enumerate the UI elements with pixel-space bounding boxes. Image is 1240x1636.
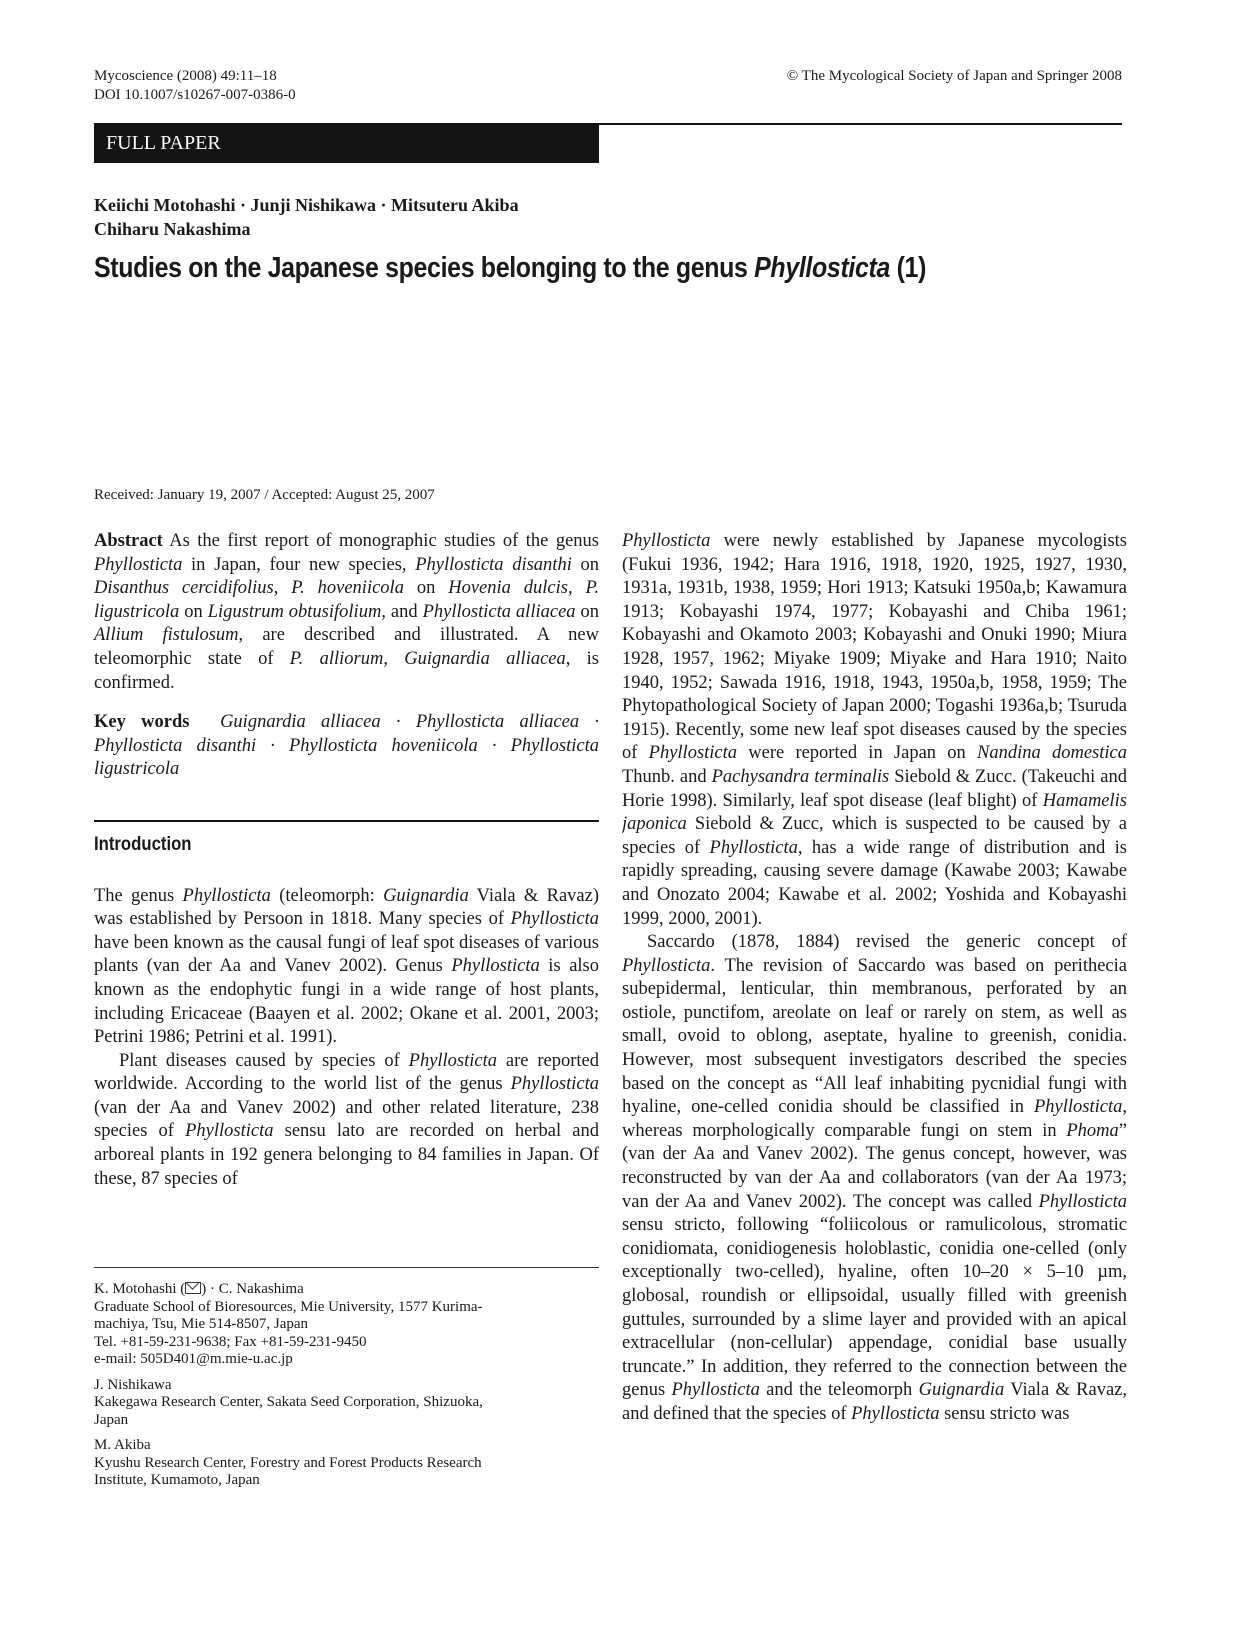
- affiliation-name: M. Akiba: [94, 1437, 151, 1453]
- journal-citation: Mycoscience (2008) 49:11–18: [94, 68, 277, 84]
- envelope-icon: [185, 1282, 201, 1294]
- abstract-text: on: [571, 554, 600, 575]
- abstract-taxon: Disanthus cercidifolius: [94, 578, 274, 599]
- body-text: Plant diseases caused by species of: [119, 1050, 409, 1071]
- affiliation-names: [94, 1281, 599, 1299]
- body-text: Siebold & Zucc, which is suspected to be caused by a species of: [622, 814, 1127, 858]
- keywords-text: Guignardia alliacea · Phyllosticta alliacea · Phyllosticta disanthi · Phyllosticta hoveniicola · Phyllosticta ligustricola: [94, 712, 599, 780]
- abstract-text: ,: [383, 648, 405, 669]
- taxon: Phyllosticta: [510, 909, 599, 930]
- body-text: and the teleomorph: [759, 1380, 919, 1401]
- abstract-text: ,: [273, 578, 292, 599]
- taxon: Guignardia: [918, 1380, 1005, 1401]
- title-main: Studies on the Japanese species belonging to the genus: [94, 252, 755, 284]
- body-text: Saccardo (1878, 1884) revised the generic concept of: [647, 932, 1127, 953]
- abstract-text: As the first report of monographic studies of the genus: [162, 531, 599, 551]
- abstract-taxon: Hovenia dulcis: [448, 578, 568, 599]
- affiliation-line: Japan: [94, 1411, 129, 1428]
- affiliation-name-post: ) · C. Nakashima: [201, 1281, 304, 1297]
- taxon: Phyllosticta: [671, 1380, 760, 1401]
- taxon: Phyllosticta: [185, 1121, 274, 1142]
- affiliation-2: [94, 1377, 599, 1430]
- abstract-taxon: Ligustrum obtusifolium,: [207, 601, 386, 622]
- keywords-label: Key words: [94, 712, 190, 733]
- intro-paragraph-2: [94, 1050, 599, 1192]
- taxon: Phyllosticta: [510, 1074, 599, 1095]
- body-text: Siebold & Zucc. (Takeuchi and Horie 1998). Similarly, leaf spot disease (leaf blight) of: [622, 766, 1127, 811]
- body-text: ” (van der Aa and Vanev 2002). The genus concept, however, was reconstructed by van der Aa and collaborators (van der Aa 1973; van der Aa and Vanev 2002). The concept was called: [622, 1120, 1127, 1212]
- section-banner: [94, 123, 599, 163]
- paper-title: [94, 250, 988, 286]
- taxon: Phyllosticta: [622, 531, 711, 551]
- intro-paragraph-4: [622, 931, 1127, 1426]
- intro-paragraph-1: [94, 885, 599, 1050]
- author-line-2: Chiharu Nakashima: [94, 219, 251, 239]
- taxon: Phyllosticta: [408, 1050, 498, 1071]
- body-text: sensu stricto was: [939, 1403, 1070, 1424]
- abstract-text: and: [385, 601, 423, 622]
- taxon: Phyllosticta: [1038, 1191, 1127, 1212]
- body-text: are reported worldwide. According to the world list of the genus: [94, 1050, 600, 1095]
- abstract: [94, 530, 599, 695]
- taxon: Phyllosticta: [709, 837, 798, 858]
- affiliation-line: Kyushu Research Center, Forestry and Forest Products Research: [94, 1454, 482, 1471]
- title-suffix: (1): [890, 252, 927, 284]
- body-text: , whereas morphologically comparable fungi on stem in: [622, 1097, 1127, 1141]
- affiliation-line: Graduate School of Bioresources, Mie University, 1577 Kurima-: [94, 1298, 483, 1315]
- taxon: Phyllosticta: [1034, 1097, 1123, 1118]
- body-text: sensu stricto, following “foliicolous or ramulicolous, stromatic conidiomata, conidiogenesis holoblastic, conidia one-celled (only exceptionally two-celled), hyaline, often 10–20 × 5–10 µm, globosal, roundish or ellipsoidal, usually filled with greenish guttules, surrounded by a slime layer and provided with an apical extracellular (non-cellular) appendage, conidial base usually truncate.” In addition, they referred to the connection between the genus: [622, 1215, 1127, 1401]
- copyright-notice: © The Mycological Society of Japan and Springer 2008: [786, 68, 1122, 84]
- author-list: [94, 193, 519, 241]
- taxon: Phoma: [1066, 1120, 1119, 1141]
- doi-line: DOI 10.1007/s10267-007-0386-0: [94, 87, 296, 103]
- abstract-taxon: Phyllosticta alliacea: [422, 601, 576, 622]
- introduction-heading: Introduction: [94, 833, 192, 855]
- affiliation-1: [94, 1281, 599, 1369]
- taxon: Phyllosticta: [182, 885, 271, 906]
- abstract-label: Abstract: [94, 531, 163, 551]
- intro-paragraph-3: [622, 530, 1127, 931]
- body-text: The genus: [94, 885, 183, 906]
- affiliation-line: Kakegawa Research Center, Sakata Seed Corporation, Shizuoka,: [94, 1394, 483, 1410]
- abstract-text: on: [179, 601, 208, 622]
- body-text: (van der Aa and Vanev 2002) and other related literature, 238 species of: [94, 1097, 599, 1142]
- body-text: is also known as the endophytic fungi in a wide range of host plants, including Ericaceae (Baayen et al. 2002; Okane et al. 2001, 2003; Petrini 1986; Petrini et al. 1991).: [94, 956, 600, 1048]
- taxon: Nandina domestica: [977, 743, 1127, 764]
- affiliation-3: [94, 1437, 599, 1490]
- header-rule: [599, 123, 1122, 125]
- taxon: Phyllosticta: [622, 955, 711, 976]
- body-text: . The revision of Saccardo was based on perithecia subepidermal, lenticular, thin membranous, perforated by an ostiole, punctifom, areolate on leaf or rarely on stem, as well as small, ovoid to oblong, aseptate, hyaline to greenish, conidia. However, most subsequent investigators described the species based on the concept as “All leaf inhabiting pycnidial fungi with hyaline, one-celled conidia should be classified in: [622, 955, 1127, 1118]
- title-genus: Phyllosticta: [754, 252, 891, 284]
- body-text: were reported in Japan on: [737, 743, 978, 764]
- affiliation-line: machiya, Tsu, Mie 514-8507, Japan: [94, 1316, 309, 1332]
- body-text: Viala & Ravaz) was established by Persoon in 1818. Many species of: [94, 885, 599, 930]
- abstract-text: , is confirmed.: [94, 648, 600, 693]
- abstract-text: , are described and illustrated. A new teleomorphic state of: [94, 625, 599, 669]
- abstract-taxon: P. ligustricola: [94, 578, 599, 622]
- abstract-text: in Japan, four new species,: [182, 554, 416, 575]
- taxon: Phyllosticta: [851, 1403, 940, 1424]
- taxon: Guignardia: [383, 885, 469, 906]
- received-dates: Received: January 19, 2007 / Accepted: August 25, 2007: [94, 487, 435, 503]
- right-column: [622, 530, 1127, 1530]
- abstract-taxon: Allium fistulosum: [94, 625, 239, 646]
- body-text: sensu lato are recorded on herbal and arboreal plants in 192 genera belonging to 84 families in Japan. Of these, 87 species of: [94, 1121, 599, 1189]
- abstract-taxon: Phyllosticta disanthi: [415, 554, 572, 575]
- abstract-text: on: [403, 578, 449, 599]
- abstract-taxon: Phyllosticta: [94, 554, 183, 575]
- body-text: have been known as the causal fungi of leaf spot diseases of various plants (van der Aa and Vanev 2002). Genus: [94, 932, 599, 977]
- affiliation-name: J. Nishikawa: [94, 1376, 172, 1393]
- abstract-taxon: P. alliorum: [289, 648, 384, 669]
- keywords: [94, 711, 599, 782]
- section-label: FULL PAPER: [106, 132, 221, 154]
- body-text: (teleomorph:: [270, 885, 384, 906]
- body-text: , has a wide range of distribution and is rapidly spreading, causing severe damage (Kawabe 2003; Kawabe and Onozato 2004; Kawabe et al. 2002; Yoshida and Kobayashi 1999, 2000, 2001).: [622, 837, 1127, 929]
- body-text: Viala & Ravaz, and defined that the species of: [622, 1380, 1127, 1424]
- body-text: Thunb. and: [622, 766, 712, 787]
- abstract-text: on: [575, 601, 599, 622]
- abstract-taxon: P. hoveniicola: [291, 578, 404, 599]
- taxon: Phyllosticta: [451, 956, 540, 977]
- footnote-rule: [94, 1267, 599, 1268]
- affiliation-line: Institute, Kumamoto, Japan: [94, 1472, 260, 1488]
- contact-phone: Tel. +81-59-231-9638; Fax +81-59-231-9450: [94, 1333, 367, 1350]
- author-line-1: Keiichi Motohashi · Junji Nishikawa · Mitsuteru Akiba: [94, 195, 519, 215]
- taxon: Phyllosticta: [648, 743, 738, 764]
- affiliations: [94, 1281, 599, 1498]
- taxon: Pachysandra terminalis: [711, 766, 890, 787]
- body-text: were newly established by Japanese mycologists (Fukui 1936, 1942; Hara 1916, 1918, 1920, 1925, 1927, 1930, 1931a, 1931b, 1938, 1959; Hori 1913; Katsuki 1950a,b; Kawamura 1913; Kobayashi 1974, 1977; Kobayashi and Chiba 1961; Kobayashi and Okamoto 2003; Kobayashi and Onuki 1990; Miura 1928, 1957, 1962; Miyake 1909; Miyake and Hara 1910; Naito 1940, 1952; Sawada 1916, 1918, 1943, 1950a,b, 1958, 1959; The Phytopathological Society of Japan 2000; Togashi 1936a,b; Tsuruda 1915). Recently, some new leaf spot diseases caused by the species of: [622, 531, 1127, 764]
- abstract-taxon: Guignardia alliacea: [404, 648, 566, 669]
- contact-email: e-mail: 505D401@m.mie-u.ac.jp: [94, 1351, 293, 1367]
- taxon: Hamamelis japonica: [622, 790, 1127, 835]
- left-column: [94, 530, 599, 1191]
- section-rule: [94, 820, 599, 822]
- affiliation-name-pre: K. Motohashi (: [94, 1281, 186, 1297]
- abstract-text: ,: [567, 578, 586, 599]
